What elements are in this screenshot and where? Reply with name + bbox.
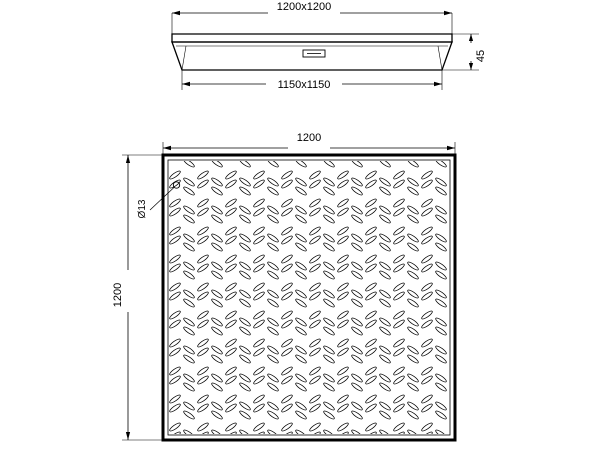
side-elevation-view [172, 1, 487, 91]
side-cover-body [172, 34, 452, 70]
plan-left-dimension-label: 1200 [112, 282, 124, 308]
plan-top-dimension [163, 132, 455, 155]
side-top-dimension-label: 1200x1200 [276, 1, 332, 13]
side-height-dimension-label: 45 [475, 49, 487, 63]
side-top-dimension [172, 1, 452, 34]
side-bottom-dimension [182, 70, 442, 91]
checker-plate-tread-pattern [169, 161, 449, 434]
side-bottom-dimension-label: 1150x1150 [277, 79, 331, 91]
plan-left-dimension [112, 155, 163, 440]
plan-view [112, 132, 455, 440]
hole-diameter-label: Ø13 [137, 199, 148, 219]
plan-top-dimension-label: 1200 [296, 132, 322, 144]
